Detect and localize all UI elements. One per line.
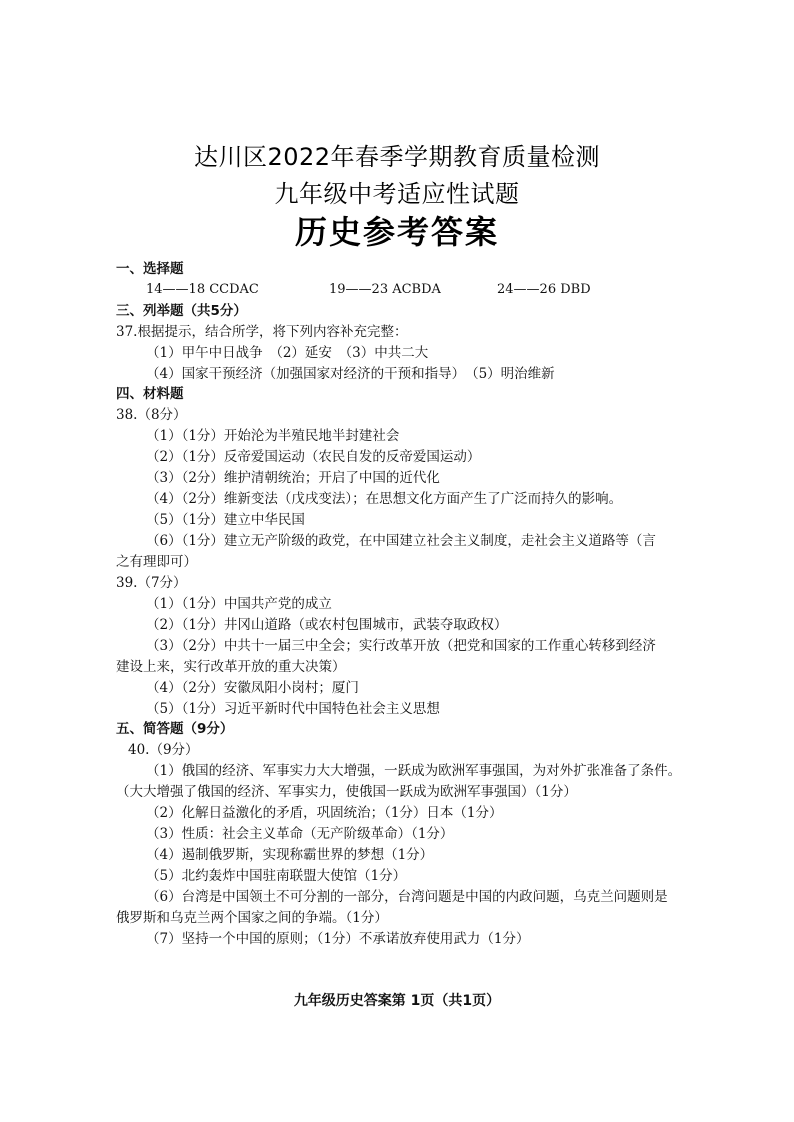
document-title-line2: 九年级中考适应性试题: [274, 180, 520, 208]
answer-group: 14——18 CCDAC: [146, 282, 259, 297]
answer-line-continued: （大大增强了俄国的经济、军事实力，使俄国一跃成为欧洲军事强国）（1分）: [116, 784, 577, 800]
answer-line: （7）坚持一个中国的原则；（1分）不承诺放弃使用武力（1分）: [146, 931, 530, 947]
answer-line-continued: 建设上来，实行改革开放的重大决策）: [116, 659, 346, 675]
answer-line: （2）（1分）井冈山道路（或农村包围城市，武装夺取政权）: [146, 617, 508, 633]
answer-line-continued: 俄罗斯和乌克兰两个国家之间的争端。（1分）: [116, 910, 388, 926]
answer-line: （4）国家干预经济（加强国家对经济的干预和指导） （5）明治维新: [146, 366, 555, 382]
question-40-label: 40.（9分）: [128, 742, 199, 758]
document-title-line3: 历史参考答案: [294, 213, 499, 251]
answer-line: （3）性质：社会主义革命（无产阶级革命）（1分）: [146, 826, 454, 842]
answer-line: （1）（1分）开始沦为半殖民地半封建社会: [146, 428, 400, 444]
section-heading-short-answer: 五、简答题（9分）: [116, 721, 234, 737]
answer-line: （5）（1分）建立中华民国: [146, 512, 305, 528]
document-title-line1: 达川区2022年春季学期教育质量检测: [193, 143, 601, 171]
answer-line: （4）（2分）维新变法（戊戌变法）；在思想文化方面产生了广泛而持久的影响。: [146, 491, 623, 507]
question-38-label: 38.（8分）: [116, 407, 187, 423]
answer-line: （6）台湾是中国领土不可分割的一部分，台湾问题是中国的内政问题，乌克兰问题则是: [146, 889, 668, 905]
section-heading-multiple-choice: 一、选择题: [116, 261, 184, 277]
answer-line: （1）俄国的经济、军事实力大大增强，一跃成为欧洲军事强国，为对外扩张准备了条件。: [146, 763, 682, 779]
answer-group: 24——26 DBD: [497, 282, 591, 297]
page-footer: 九年级历史答案第 1页（共1页）: [293, 993, 501, 1009]
answer-line: （5）（1分）习近平新时代中国特色社会主义思想: [146, 701, 440, 717]
answer-line: （1）甲午中日战争 （2）延安 （3）中共二大: [146, 345, 429, 361]
answer-group: 19——23 ACBDA: [329, 282, 441, 297]
answer-line: （4）（2分）安徽凤阳小岗村；厦门: [146, 680, 359, 696]
answer-line: （2）（1分）反帝爱国运动（农民自发的反帝爱国运动）: [146, 449, 481, 465]
question-37-prompt: 37.根据提示，结合所学，将下列内容补充完整：: [116, 324, 408, 340]
answer-line: （2）化解日益激化的矛盾，巩固统治；（1分）日本（1分）: [146, 805, 503, 821]
section-heading-listing: 三、列举题（共5分）: [116, 303, 247, 319]
section-heading-material: 四、材料题: [116, 386, 184, 402]
answer-line-continued: 之有理即可）: [116, 554, 197, 570]
question-39-label: 39.（7分）: [116, 575, 187, 591]
answer-line: （5）北约轰炸中国驻南联盟大使馆（1分）: [146, 868, 407, 884]
answer-line: （3）（2分）中共十一届三中全会；实行改革开放（把党和国家的工作重心转移到经济: [146, 638, 656, 654]
answer-line: （3）（2分）维护清朝统治；开启了中国的近代化: [146, 470, 440, 486]
answer-line: （1）（1分）中国共产党的成立: [146, 596, 332, 612]
answer-line: （4）遏制俄罗斯，实现称霸世界的梦想（1分）: [146, 847, 434, 863]
answer-line: （6）（1分）建立无产阶级的政党，在中国建立社会主义制度，走社会主义道路等（言: [146, 533, 656, 549]
